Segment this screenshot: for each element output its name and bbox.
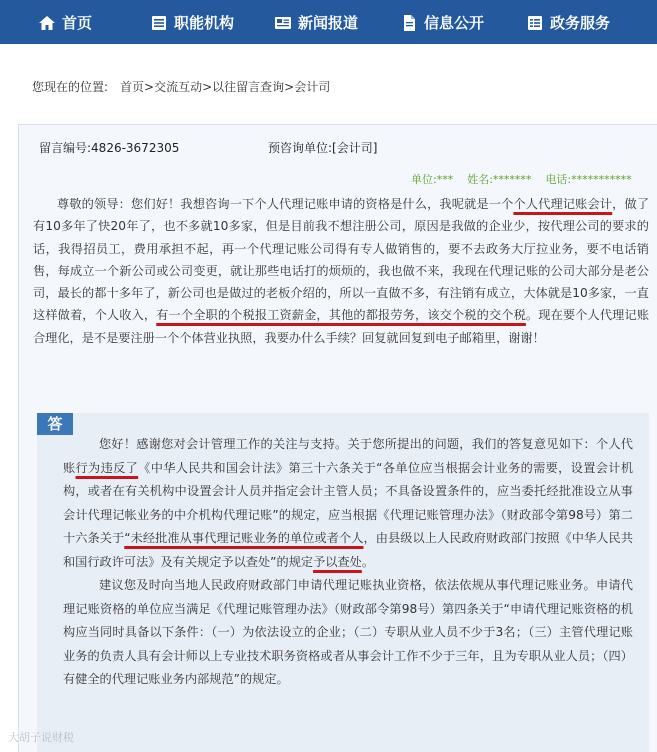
top-navigation [0,0,657,44]
answer-badge: 答 [37,413,73,435]
nav-home-label: 首页 [62,14,93,32]
highlight-personal-bookkeeper: 个人代理记账会计 [513,197,613,211]
breadcrumb-prefix: 您现在的位置: [32,80,109,94]
message-meta [39,139,378,156]
highlight-tax-report: 有一个全职的个税报工资薪金，其他的都报劳务，该交个税的交个税 [156,308,526,323]
author-name: 姓名:******* [467,173,532,186]
answer-box [37,413,649,752]
nav-news-label: 新闻报道 [298,14,359,32]
highlight-punishment: 予以查处 [313,554,362,569]
question-text: 尊敬的领导：您们好！我想咨询一下个人代理记账申请的资格是什么，我呢就是一个个人代理记账会计，做了有10多年了快20年了，也不多就10多家，但是目前我不想注册公司，原因是我做的企业少，按代理公司的要求的话，我得招员工，费用承担不起，再一个代理记账公司得有专人做销售的，要不去政务大厅拉业务，要不电话销售，每成立一个新公司或公司变更，就让那些电话打的烦烦的，我也做不来，我现在代理记账的公司大部分是老公司，最长的都十多年了，新公司也是做过的老板介绍的，所以一直做不多，有注销有成立，大体就是10多家，一直这样做着，个人收入，有一个全职的个税报工资薪金，其他的都报劳务，该交个税的交个税。现在要个人代理记账合理化，是不是要注册一个个体营业执照，我要办什么手续？回复就回复到电子邮箱里，谢谢！ [33,197,650,345]
nav-info-disclosure-label: 信息公开 [424,14,485,32]
nav-info-disclosure[interactable] [400,12,484,33]
list-icon [150,14,168,32]
breadcrumb-path[interactable]: 首页>交流互动>以往留言查询>会计司 [120,80,331,94]
highlight-violation: 行为违反了 [75,460,139,475]
author-unit: 单位:*** [411,173,454,186]
message-panel [18,124,657,752]
nav-departments[interactable] [150,12,234,33]
news-icon [274,14,292,32]
nav-gov-services[interactable] [526,12,610,33]
breadcrumb [32,78,330,95]
service-icon [526,14,544,32]
nav-home[interactable] [38,12,92,33]
highlight-unapproved: “未经批准从事代理记账业务的单位或者个人 [124,531,364,545]
document-icon [400,14,418,32]
consult-unit: 预咨询单位:[会计司] [268,141,378,155]
nav-departments-label: 职能机构 [174,14,235,32]
answer-text [63,433,633,692]
message-number: 留言编号:4826-3672305 [39,141,180,155]
author-info [411,171,646,187]
answer-paragraph-1: 您好！感谢您对会计管理工作的关注与支持。关于您所提出的问题，我们的答复意见如下：个人代账行为违反了《中华人民共和国会计法》第三十六条关于“各单位应当根据会计业务的需要，设置会计机构，或者在有关机构中设置会计人员并指定会计主管人员；不具备设置条件的，应当委托经批准设立从事会计代理记帐业务的中介机构代理记账”的规定，应当根据《代理记账管理办法》（财政部令第98号）第二十六条关于“未经批准从事代理记账业务的单位或者个人，由县级以上人民政府财政部门按照《中华人民共和国行政许可法》及有关规定予以查处”的规定予以查处。 [63,437,634,569]
home-icon [38,14,56,32]
author-phone: 电话:*********** [545,173,632,186]
answer-paragraph-2: 建议您及时向当地人民政府财政部门申请代理记账执业资格，依法依规从事代理记账业务。申请代理记账资格的单位应当满足《代理记账管理办法》（财政部令第98号）第四条关于“申请代理记账资格的机构应当同时具备以下条件：（一）为依法设立的企业；（二）专职从业人员不少于3名；（三）主管代理记账业务的负责人具有会计师以上专业技术职务资格或者从事会计工作不少于三年，且为专职从业人员；（四）有健全的代理记账业务内部规范”的规定。 [63,578,633,686]
nav-gov-services-label: 政务服务 [550,14,611,32]
nav-news[interactable] [274,12,358,33]
watermark: 大胡子说财税 [8,731,74,744]
